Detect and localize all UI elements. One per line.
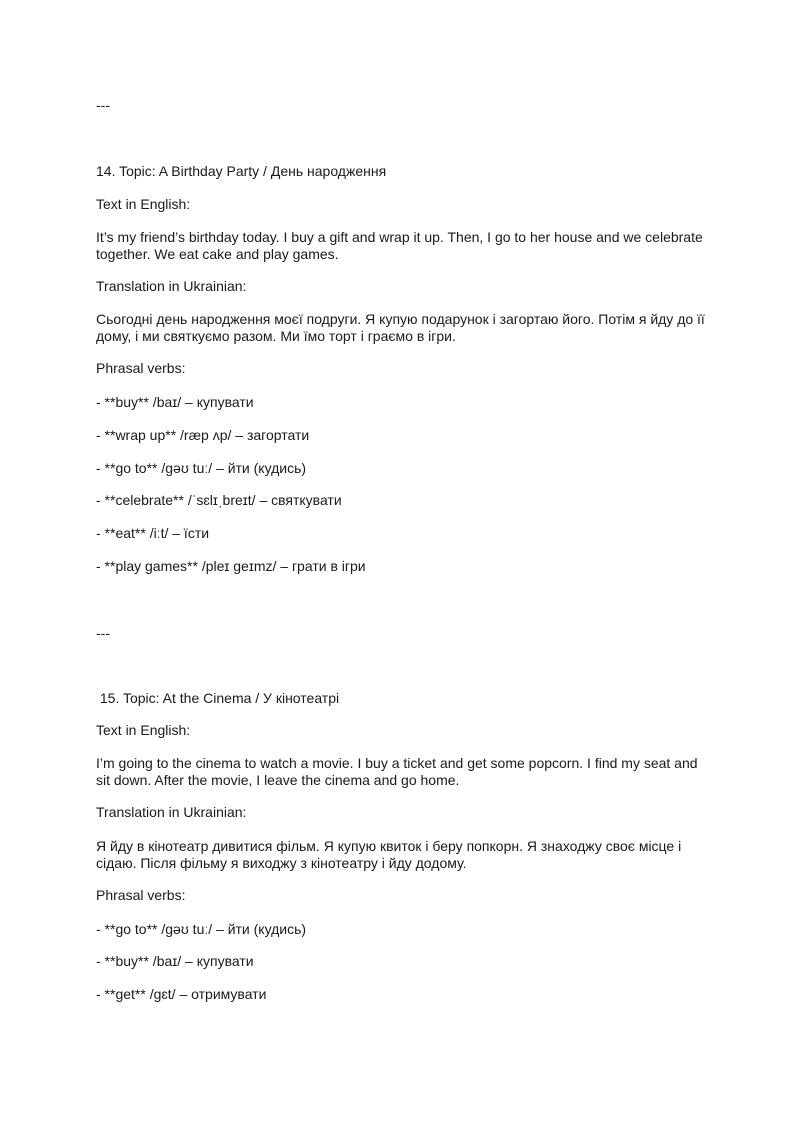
section-15-text-label: Text in English: xyxy=(96,722,191,738)
section-15-translation-label: Translation in Ukrainian: xyxy=(96,804,247,820)
verb-item: - **get** /ɡɛt/ – отримувати xyxy=(96,986,267,1002)
section-14-translation-label: Translation in Ukrainian: xyxy=(96,278,247,294)
section-15-phrasal-label: Phrasal verbs: xyxy=(96,887,186,903)
verb-item: - **wrap up** /ræp ʌp/ – загортати xyxy=(96,427,310,443)
section-14-text-label: Text in English: xyxy=(96,196,191,212)
section-14-text: It’s my friend’s birthday today. I buy a gift and wrap it up. Then, I go to her house and we celebrate together. We eat cake and play games. xyxy=(96,229,703,262)
verb-item: - **buy** /baɪ/ – купувати xyxy=(96,953,254,969)
section-14-title: 14. Topic: A Birthday Party / День народження xyxy=(96,163,387,179)
section-14-phrasal-label: Phrasal verbs: xyxy=(96,360,186,376)
verb-item: - **play games** /pleɪ ɡeɪmz/ – грати в ігри xyxy=(96,558,366,574)
verb-item: - **celebrate** /ˈsɛlɪˌbreɪt/ – святкувати xyxy=(96,492,342,508)
section-15-translation: Я йду в кінотеатр дивитися фільм. Я купую квиток і беру попкорн. Я знаходжу своє місце і сідаю. Після фільму я виходжу з кінотеатру і йду додому. xyxy=(96,838,682,871)
section-14-translation: Сьогодні день народження моєї подруги. Я купую подарунок і загортаю його. Потім я йду до її дому, і ми святкуємо разом. Ми їмо торт і граємо в ігри. xyxy=(96,311,705,344)
verb-item: - **eat** /iːt/ – їсти xyxy=(96,525,210,541)
section-15-title: 15. Topic: At the Cinema / У кінотеатрі xyxy=(96,690,340,706)
verb-item: - **go to** /ɡəʊ tuː/ – йти (кудись) xyxy=(96,460,307,476)
verb-item: - **buy** /baɪ/ – купувати xyxy=(96,394,254,410)
separator: --- xyxy=(96,97,110,113)
verb-item: - **go to** /ɡəʊ tuː/ – йти (кудись) xyxy=(96,921,307,937)
separator: --- xyxy=(96,625,110,641)
section-15-text: I’m going to the cinema to watch a movie. I buy a ticket and get some popcorn. I find my seat and sit down. After the movie, I leave the cinema and go home. xyxy=(96,755,698,788)
